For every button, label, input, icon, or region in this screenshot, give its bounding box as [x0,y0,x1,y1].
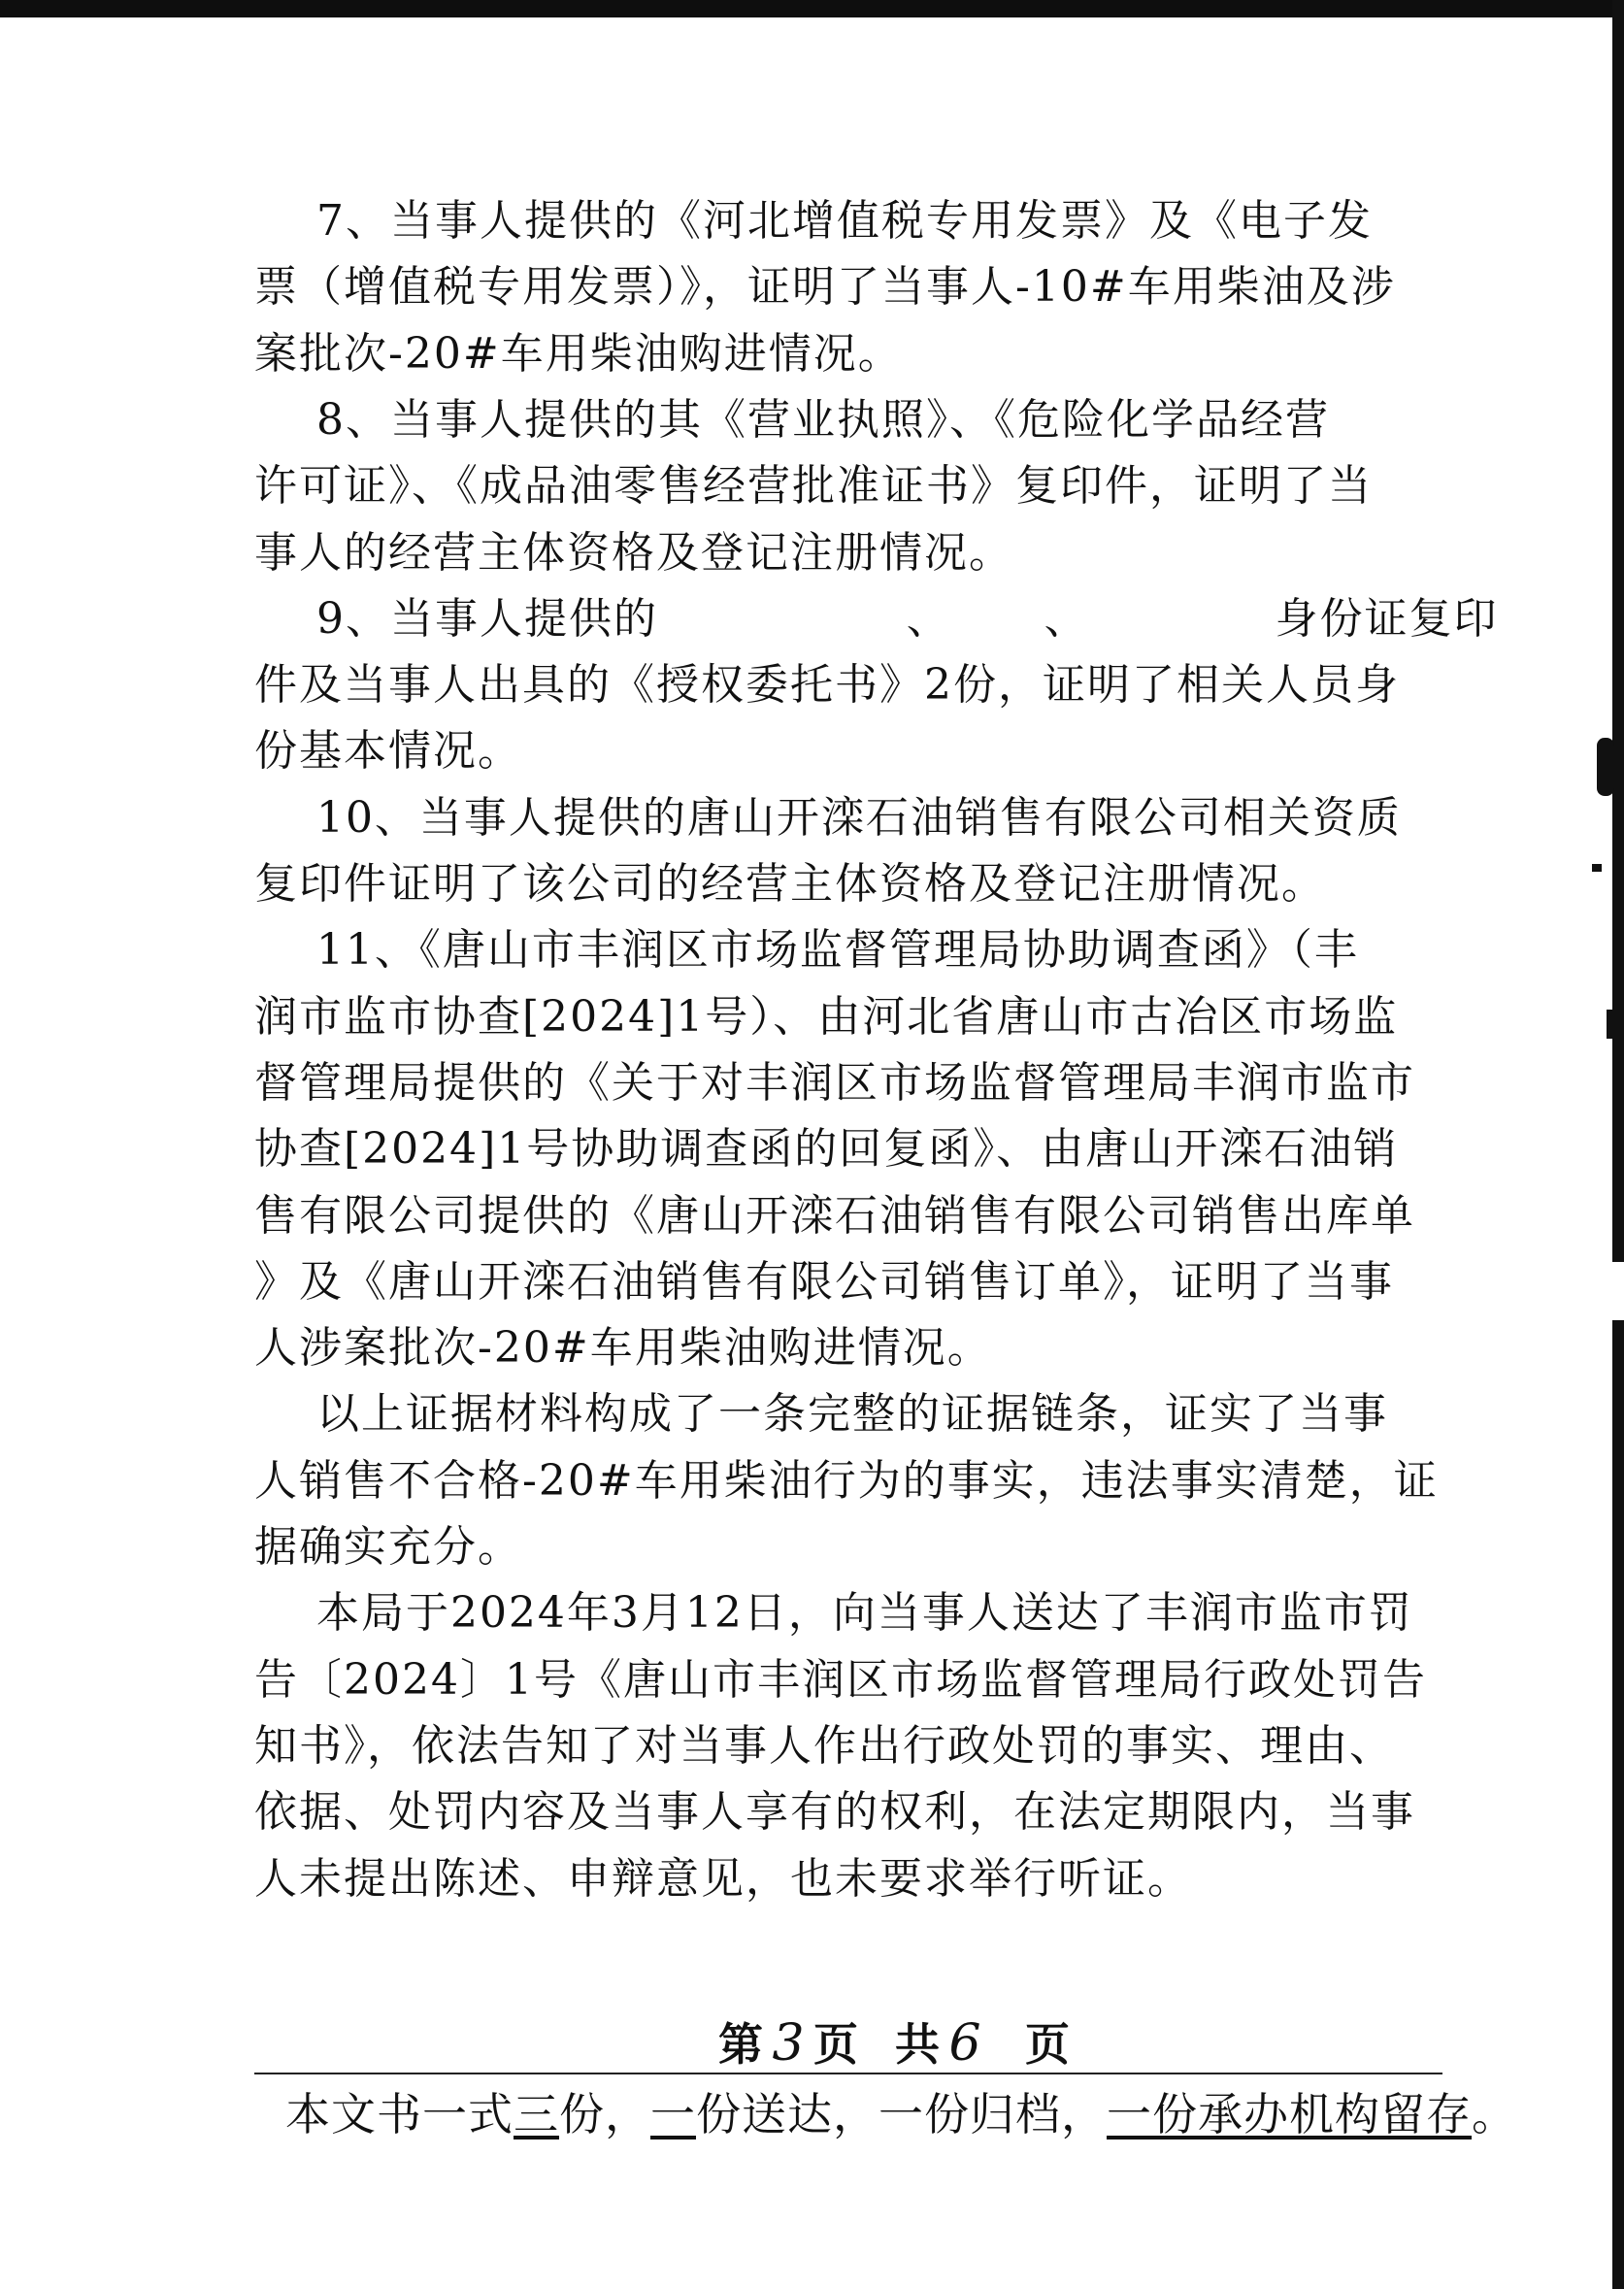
scan-right-edge [1612,0,1624,2289]
body-line: 本局于2024年3月12日，向当事人送达了丰润市监市罚 [254,1588,1413,1639]
body-line: 7、当事人提供的《河北增值税专用发票》及《电子发 [254,196,1373,246]
body-line: 11、《唐山市丰润区市场监督管理局协助调查函》（丰 [254,925,1359,976]
page-number-prefix: 第 [718,2018,765,2071]
body-line: 人未提出陈述、申辩意见，也未要求举行听证。 [254,1853,1192,1904]
scan-top-edge [0,0,1624,17]
body-line: 知书》，依法告知了对当事人作出行政处罚的事实、理由、 [254,1720,1394,1771]
body-line: 份基本情况。 [254,726,522,777]
scan-speck [1592,864,1602,872]
body-line: 人销售不合格-20#车用柴油行为的事实，违法事实清楚，证 [254,1455,1439,1506]
page-number-current: 3 [772,2014,807,2073]
body-line: 售有限公司提供的《唐山开滦石油销售有限公司销售出库单 [254,1190,1415,1241]
body-line: 润市监市协查[2024]1号）、由河北省唐山市古冶区市场监 [254,991,1399,1042]
body-line: 9、当事人提供的 、 、 身份证复印 [254,593,1499,644]
body-line: 》及《唐山开滦石油销售有限公司销售订单》，证明了当事 [254,1256,1394,1307]
footer-note-end: 。 [1472,2088,1517,2140]
body-line: 件及当事人出具的《授权委托书》2份，证明了相关人员身 [254,660,1400,711]
body-line: 依据、处罚内容及当事人享有的权利，在法定期限内，当事 [254,1787,1415,1838]
body-line: 许可证》、《成品油零售经营批准证书》复印件，证明了当 [254,461,1373,512]
scan-speck [1607,1010,1616,1039]
footer-note-part1: 本文书一式 [285,2088,514,2140]
footer-rule [254,2073,1442,2074]
footer-note-copies: 三 [514,2088,559,2140]
footer-note-part3: 份送达，一份归档， [696,2088,1107,2140]
body-line: 协查[2024]1号协助调查函的回复函》、由唐山开滦石油销 [254,1124,1399,1175]
page-number-suffix: 页 [990,2018,1073,2071]
body-line: 人涉案批次-20#车用柴油购进情况。 [254,1323,992,1374]
page-number-middle: 页 共 [813,2018,943,2071]
body-line: 据确实充分。 [254,1522,522,1572]
scan-edge-gap [1612,1262,1624,1320]
footer-note-underlined-tail: 一份承办机构留存 [1107,2088,1472,2140]
body-line: 10、当事人提供的唐山开滦石油销售有限公司相关资质 [254,792,1402,843]
body-line: 8、当事人提供的其《营业执照》、《危险化学品经营 [254,394,1330,445]
page-number [718,2009,1072,2073]
body-line: 督管理局提供的《关于对丰润区市场监督管理局丰润市监市 [254,1057,1415,1108]
page-number-total: 6 [948,2014,983,2073]
body-line: 案批次-20#车用柴油购进情况。 [254,328,903,379]
body-line: 告〔2024〕1号《唐山市丰润区市场监督管理局行政处罚告 [254,1654,1427,1705]
footer-note-part2: 份， [559,2088,650,2140]
scan-speck [1597,738,1614,796]
footer-note-one: 一 [650,2088,696,2140]
body-line: 事人的经营主体资格及登记注册情况。 [254,527,1013,578]
footer-note [285,2087,1517,2141]
body-line: 以上证据材料构成了一条完整的证据链条，证实了当事 [254,1389,1388,1440]
body-line: 复印件证明了该公司的经营主体资格及登记注册情况。 [254,859,1326,909]
body-line: 票（增值税专用发票）》，证明了当事人-10#车用柴油及涉 [254,262,1396,313]
